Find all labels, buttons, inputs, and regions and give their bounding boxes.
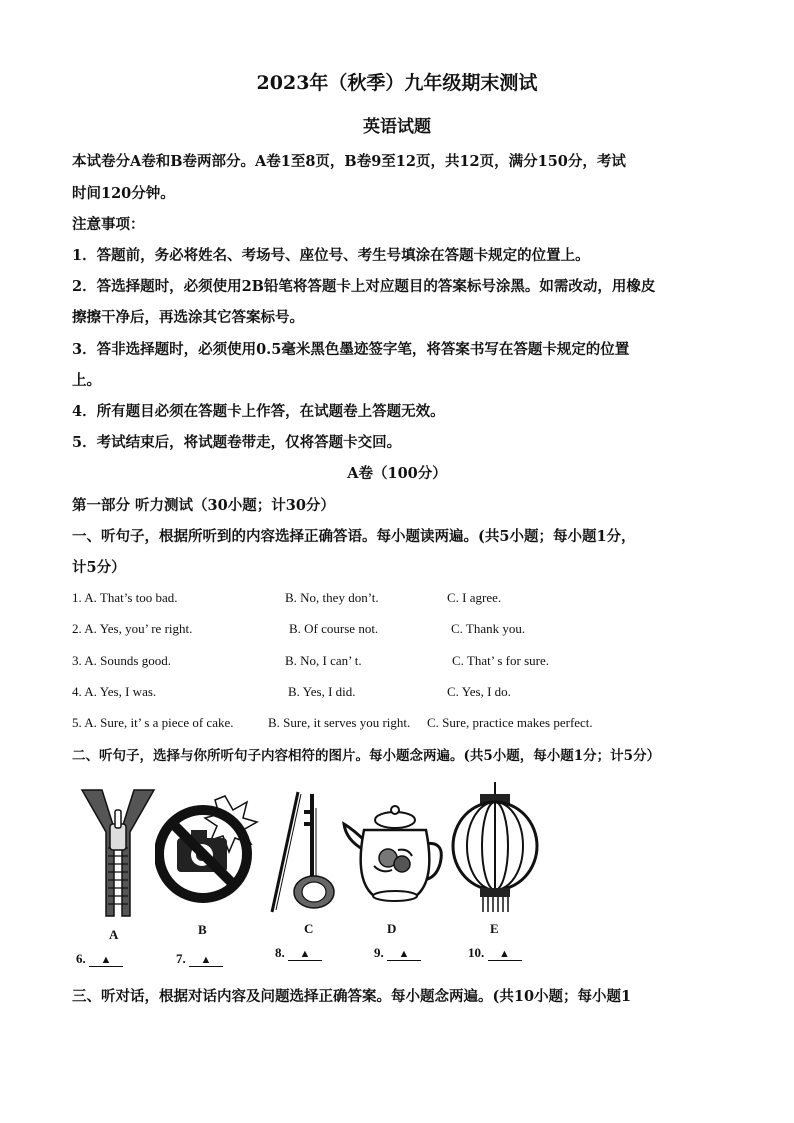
answer-blank-9[interactable] <box>374 945 421 961</box>
section-2-instruction: 二、听句子，选择与你所听句子内容相符的图片。每小题念两遍。(共5小题，每小题1分；计5分） <box>72 748 661 764</box>
blank-number: 8. <box>275 945 285 960</box>
note-3b: 上。 <box>72 372 101 389</box>
part-1-heading: 第一部分 听力测试（30小题；计30分） <box>72 497 335 514</box>
q2-option-b: B. Of course not. <box>289 621 379 636</box>
page-title: 2023年（秋季）九年级期末测试 <box>256 72 538 94</box>
answer-blank-6[interactable] <box>76 951 123 967</box>
picture-label-a: A <box>109 927 119 942</box>
blank-marker: ▲ <box>288 948 322 961</box>
q4-option-c: C. Yes, I do. <box>447 684 511 699</box>
blank-marker: ▲ <box>387 948 421 961</box>
picture-label-e: E <box>490 921 499 936</box>
q2-option-c: C. Thank you. <box>451 621 526 636</box>
picture-label-d: D <box>387 921 397 936</box>
q5-option-b: B. Sure, it serves you right. <box>268 715 411 730</box>
q3-option-c: C. That’ s for sure. <box>452 653 549 668</box>
section-a-heading: A卷（100分） <box>347 465 447 482</box>
teapot-icon <box>340 800 450 905</box>
note-2a: 2．答选择题时，必须使用2B铅笔将答题卡上对应题目的答案标号涂黑。如需改动，用橡皮 <box>72 278 656 295</box>
answer-blank-10[interactable] <box>468 945 522 961</box>
section-1-instruction: 一、听句子，根据所听到的内容选择正确答语。每小题读两遍。(共5小题；每小题1分， <box>72 528 636 545</box>
blank-marker: ▲ <box>189 954 223 967</box>
answer-blank-7[interactable] <box>176 951 223 967</box>
zipper-icon <box>78 788 158 918</box>
blank-number: 7. <box>176 951 186 966</box>
intro-line-1: 本试卷分A卷和B卷两部分。A卷1至8页，B卷9至12页，共12页，满分150分，考试 <box>72 153 626 170</box>
q1-option-c: C. I agree. <box>447 590 502 605</box>
q1-option-b: B. No, they don’t. <box>285 590 379 605</box>
note-1: 1．答题前，务必将姓名、考场号、座位号、考生号填涂在答题卡规定的位置上。 <box>72 247 590 264</box>
no-camera-icon <box>155 788 260 913</box>
q3-option-b: B. No, I can’ t. <box>285 653 362 668</box>
blank-number: 9. <box>374 945 384 960</box>
erhu-icon <box>268 788 348 916</box>
q3-option-a: 3. A. Sounds good. <box>72 653 171 668</box>
blank-marker: ▲ <box>89 954 123 967</box>
q1-option-a: 1. A. That’s too bad. <box>72 590 178 605</box>
q4-option-b: B. Yes, I did. <box>288 684 356 699</box>
q5-option-a: 5. A. Sure, it’ s a piece of cake. <box>72 715 234 730</box>
lantern-icon <box>450 780 540 915</box>
answer-blank-8[interactable] <box>275 945 322 961</box>
picture-label-c: C <box>304 921 314 936</box>
blank-number: 10. <box>468 945 485 960</box>
note-5: 5．考试结束后，将试题卷带走，仅将答题卡交回。 <box>72 434 402 451</box>
q2-option-a: 2. A. Yes, you’ re right. <box>72 621 193 636</box>
picture-label-b: B <box>198 922 207 937</box>
intro-line-2: 时间120分钟。 <box>72 185 175 202</box>
note-3a: 3．答非选择题时，必须使用0.5毫米黑色墨迹签字笔，将答案书写在答题卡规定的位置 <box>72 341 630 358</box>
q5-option-c: C. Sure, practice makes perfect. <box>427 715 593 730</box>
notes-heading: 注意事项： <box>72 216 145 233</box>
section-3-instruction: 三、听对话，根据对话内容及问题选择正确答案。每小题念两遍。(共10小题；每小题1 <box>72 988 632 1005</box>
page-subtitle: 英语试题 <box>363 117 431 137</box>
blank-marker: ▲ <box>488 948 522 961</box>
note-2b: 擦擦干净后，再选涂其它答案标号。 <box>72 309 304 326</box>
section-1-instruction-cont: 计5分） <box>72 559 126 576</box>
q4-option-a: 4. A. Yes, I was. <box>72 684 157 699</box>
note-4: 4．所有题目必须在答题卡上作答，在试题卷上答题无效。 <box>72 403 445 420</box>
blank-number: 6. <box>76 951 86 966</box>
